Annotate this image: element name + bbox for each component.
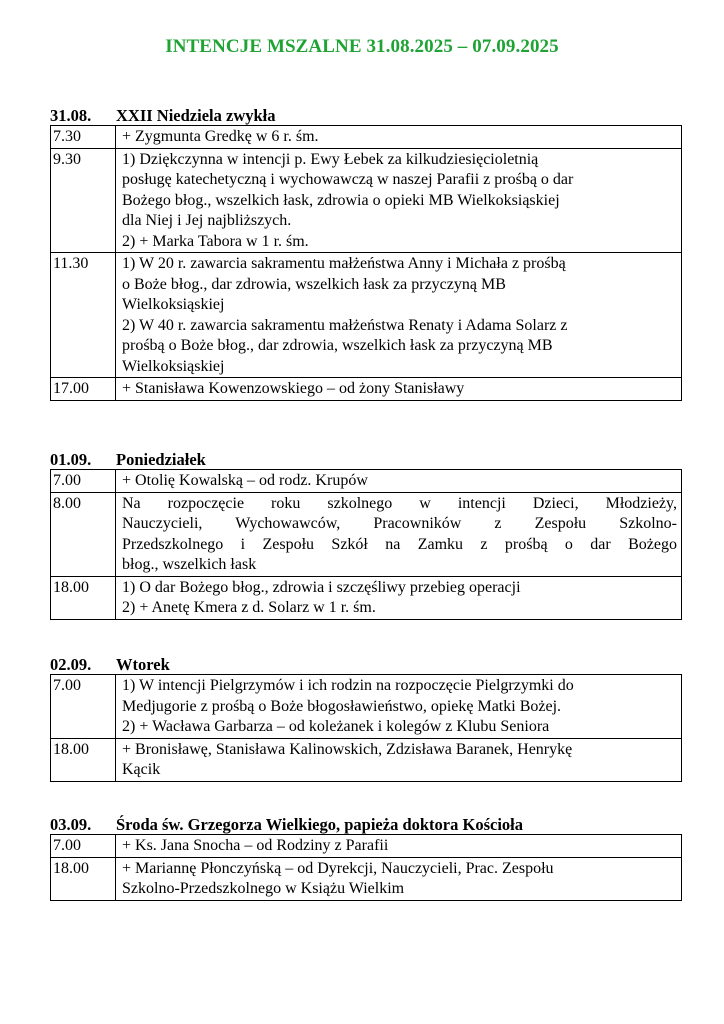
mass-intention (116, 492, 682, 576)
mass-time: 7.00 (51, 470, 116, 493)
mass-table (50, 674, 682, 782)
mass-time: 17.00 (51, 378, 116, 401)
day-name: Poniedziałek (116, 450, 206, 469)
intention-line: 1) W 20 r. zawarcia sakramentu małżeństwa Anny i Michała z prośbą (122, 255, 566, 272)
mass-time: 7.00 (51, 835, 116, 858)
intention-line: prośbą o Boże błog., dar zdrowia, wszelkich łask za przyczyną MB (122, 337, 553, 354)
mass-time: 7.30 (51, 126, 116, 149)
intention-line: + Ks. Jana Snocha – od Rodziny z Parafii (122, 837, 389, 854)
mass-time: 7.00 (51, 675, 116, 739)
day-name: Wtorek (116, 655, 170, 674)
mass-time: 18.00 (51, 576, 116, 619)
mass-time: 18.00 (51, 738, 116, 781)
mass-intention (116, 576, 682, 619)
intention-line: Przedszkolnego i Zespołu Szkół na Zamku z prośbą o dar Bożego (122, 535, 677, 553)
mass-intention (116, 738, 682, 781)
intention-line: o Boże błog., dar zdrowia, wszelkich łask za przyczyną MB (122, 275, 506, 293)
day-date: 01.09. (50, 450, 92, 469)
intention-line: błog., wszelkich łask (122, 556, 257, 573)
intention-line: dla Niej i Jej najbliższych. (122, 212, 292, 229)
table-row (51, 738, 682, 781)
mass-table (50, 469, 682, 620)
mass-time: 11.30 (51, 253, 116, 378)
intention-line: posługę katechetyczną i wychowawczą w naszej Parafii z prośbą o dar (122, 171, 574, 188)
intention-line: + Bronisławę, Stanisława Kalinowskich, Zdzisława Baranek, Henrykę (122, 740, 573, 758)
intention-line: Nauczycieli, Wychowawców, Pracowników z Zespołu Szkolno- (122, 515, 677, 532)
intention-line: Szkolno-Przedszkolnego w Książu Wielkim (122, 880, 405, 897)
intention-line: Na rozpoczęcie roku szkolnego w intencji Dzieci, Młodzieży, (122, 494, 677, 512)
day-date: 31.08. (50, 106, 92, 125)
mass-table (50, 125, 682, 401)
intention-line: Medjugorie z prośbą o Boże błogosławieństwo, opiekę Matki Bożej. (122, 697, 562, 715)
day-date: 02.09. (50, 655, 92, 674)
mass-intention (116, 126, 682, 149)
table-row (51, 126, 682, 149)
table-row (51, 492, 682, 576)
table-row (51, 148, 682, 253)
table-row (51, 835, 682, 858)
mass-intention (116, 253, 682, 378)
intention-line: 2) W 40 r. zawarcia sakramentu małżeństwa Renaty i Adama Solarz z (122, 316, 568, 334)
table-row (51, 470, 682, 493)
day-header (50, 450, 682, 469)
day-name: XXII Niedziela zwykła (116, 106, 276, 125)
mass-intention (116, 470, 682, 493)
table-row (51, 378, 682, 401)
intention-line: + Otolię Kowalską – od rodz. Krupów (122, 472, 368, 489)
intention-line: 1) O dar Bożego błog., zdrowia i szczęśliwy przebieg operacji (122, 578, 521, 596)
day-date: 03.09. (50, 815, 92, 834)
table-row (51, 253, 682, 378)
mass-intention (116, 148, 682, 253)
day-section-01-09 (50, 450, 682, 620)
intention-line: 2) + Anetę Kmera z d. Solarz w 1 r. śm. (122, 599, 376, 616)
mass-intention (116, 835, 682, 858)
intention-line: Kącik (122, 761, 161, 778)
day-header (50, 655, 682, 674)
mass-time: 8.00 (51, 492, 116, 576)
mass-intention (116, 857, 682, 900)
mass-time: 9.30 (51, 148, 116, 253)
intention-line: + Mariannę Płonczyńską – od Dyrekcji, Nauczycieli, Prac. Zespołu (122, 859, 554, 877)
page-title: INTENCJE MSZALNE 31.08.2025 – 07.09.2025 (165, 36, 559, 57)
day-name: Środa św. Grzegorza Wielkiego, papieża doktora Kościoła (116, 815, 523, 834)
intention-line: Bożego błog., wszelkich łask, zdrowia o opieki MB Wielkoksiąskiej (122, 191, 560, 209)
mass-time: 18.00 (51, 857, 116, 900)
table-row (51, 675, 682, 739)
intention-line: 1) Dziękczynna w intencji p. Ewy Łebek za kilkudziesięcioletnią (122, 150, 539, 168)
day-header (50, 815, 682, 834)
intention-line: 2) + Marka Tabora w 1 r. śm. (122, 232, 309, 250)
intention-line: Wielkoksiąskiej (122, 357, 225, 375)
intention-line: + Zygmunta Gredkę w 6 r. śm. (122, 128, 319, 145)
day-header (50, 106, 682, 125)
intention-line: 2) + Wacława Garbarza – od koleżanek i kolegów z Klubu Seniora (122, 718, 550, 735)
intention-line: 1) W intencji Pielgrzymów i ich rodzin na rozpoczęcie Pielgrzymki do (122, 677, 574, 694)
mass-table (50, 834, 682, 901)
day-section-02-09 (50, 655, 682, 782)
table-row (51, 576, 682, 619)
mass-intention (116, 378, 682, 401)
intention-line: + Stanisława Kowenzowskiego – od żony Stanisławy (122, 380, 465, 397)
day-section-03-09 (50, 815, 682, 901)
mass-intention (116, 675, 682, 739)
table-row (51, 857, 682, 900)
day-section-31-08 (50, 106, 682, 401)
intention-line: Wielkoksiąskiej (122, 296, 225, 313)
